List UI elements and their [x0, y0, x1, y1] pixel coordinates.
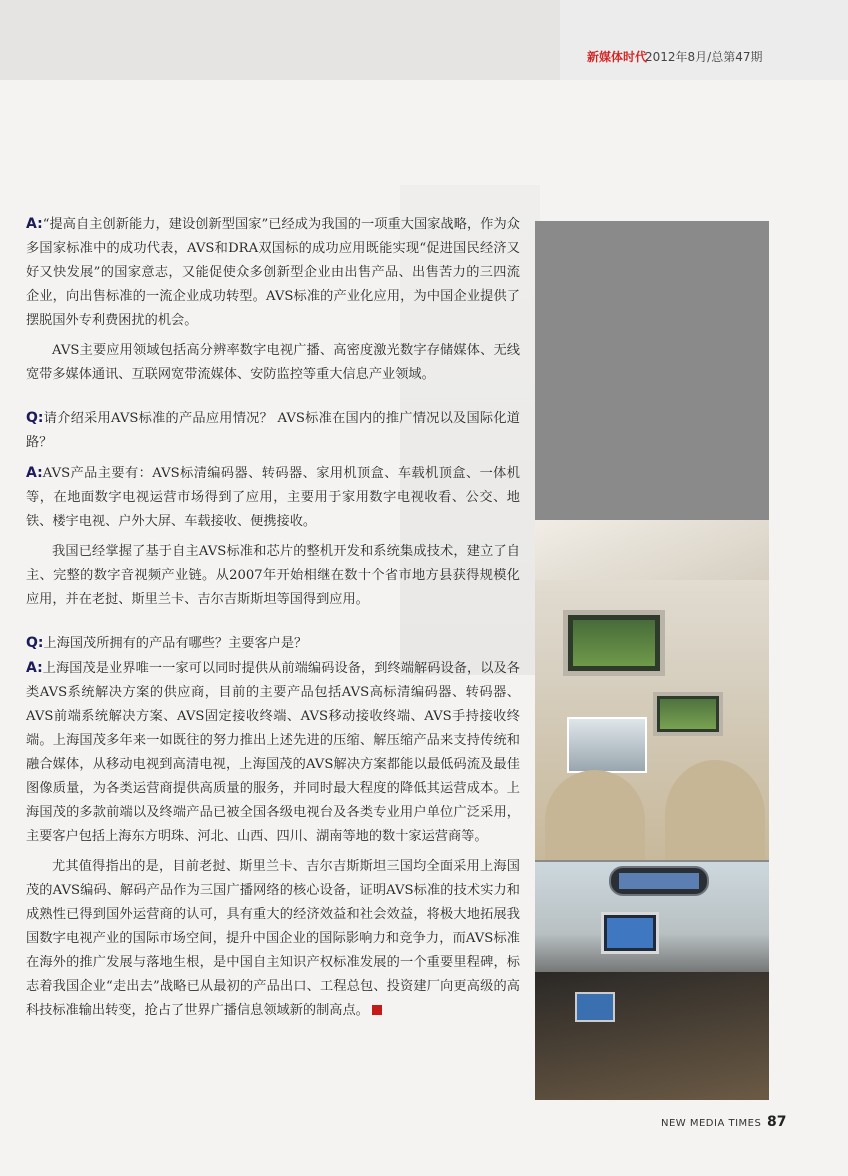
car-dashboard-screens-photo [535, 862, 769, 1100]
paragraph-1 [26, 212, 520, 333]
header-band-right [560, 0, 848, 80]
dashboard-monitor [601, 912, 659, 954]
soccer-image [573, 620, 655, 666]
rearview-mirror-monitor [609, 866, 709, 896]
end-mark-icon [372, 1005, 382, 1015]
car-ceiling-screens-photo [535, 520, 769, 860]
answer-label: A: [26, 216, 43, 232]
brand-logo: 新媒体时代 [587, 50, 648, 64]
question-2 [26, 406, 520, 455]
answer-2 [26, 461, 520, 534]
paragraph-4: 我国已经掌握了基于自主AVS标准和芯片的整机开发和系统集成技术，建立了自主、完整的数字音视频产业链。从2007年开始相继在数十个省市地方县获得规模化应用，并在老挝、斯里兰卡、吉尔吉斯斯坦等国得到应用。 [26, 544, 520, 607]
paragraph-text: 尤其值得指出的是，目前老挝、斯里兰卡、吉尔吉斯斯坦三国均全面采用上海国茂的AVS编码、解码产品作为三国广播网络的核心设备，证明AVS标准的技术实力和成熟性已得到国外运营商的认可，具有重大的经济效益和社会效益，将极大地拓展我国数字电视产业的国际市场空间，提升中国企业的国际影响力和竞争力，而AVS标准在海外的推广发展与落地生根，是中国自主知识产权标准发展的一个重要里程碑，标志着我国企业“走出去”战略已从最初的产品出口、工程总包、投资建厂向更高级的高科技标准输出转变，抢占了世界广播信息领域新的制高点。 [26, 859, 520, 1018]
mirror-screen [619, 873, 699, 889]
question-text: 请介绍采用AVS标准的产品应用情况？ AVS标准在国内的推广情况以及国际化道路？ [26, 411, 520, 450]
answer-3 [26, 656, 520, 849]
answer-text: AVS产品主要有：AVS标清编码器、转码器、家用机顶盒、车载机顶盒、一体机等，在地面数字电视运营市场得到了应用，主要用于家用数字电视收看、公交、地铁、楼宇电视、户外大屏、车载接收、便携接收。 [26, 466, 520, 529]
dashboard [535, 972, 769, 1100]
dashboard-screen [607, 918, 653, 948]
question-label: Q: [26, 410, 44, 426]
bus-fleet-photo [567, 717, 647, 773]
article-body [26, 212, 520, 1023]
page-number: 87 [767, 1114, 787, 1130]
question-text: 上海国茂所拥有的产品有哪些？主要客户是？ [43, 636, 308, 651]
ceiling-monitor-large [563, 610, 665, 676]
answer-label: A: [26, 465, 43, 481]
answer-text: 上海国茂是业界唯一一家可以同时提供从前端编码设备，到终端解码设备，以及各类AVS系统解决方案的供应商，目前的主要产品包括AVS高标清编码器、转码器、AVS前端系统解决方案、AVS固定接收终端、AVS移动接收终端、AVS手持接收终端。上海国茂多年来一如既往的努力推出上述先进的压缩、解压缩产品来支持传统和融合媒体，从移动电视到高清电视，上海国茂的AVS解决方案都能以最低码流及最佳图像质量，为各类运营商提供高质量的服务，并同时最大程度的降低其运营成本。上海国茂的多款前端以及终端产品已被全国各级电视台及各类专业用户单位广泛采用，主要客户包括上海东方明珠、河北、山西、四川、湖南等地的数十家运营商等。 [26, 661, 520, 844]
answer-label: A: [26, 660, 43, 676]
footer-magazine-name: NEW MEDIA TIMES [661, 1118, 762, 1129]
soccer-image-small [660, 699, 716, 729]
question-label: Q: [26, 635, 44, 651]
car-seat-right [665, 760, 765, 860]
car-seat-left [545, 770, 645, 860]
question-3 [26, 631, 520, 656]
paragraph-6 [26, 855, 520, 1023]
ceiling-monitor-small [653, 692, 723, 736]
paragraph-text: “提高自主创新能力，建设创新型国家”已经成为我国的一项重大国家战略，作为众多国家标准中的成功代表，AVS和DRA双国标的成功应用既能实现“促进国民经济又好又快发展”的国家意志，又能促使众多创新型企业由出售产品、出售苦力的三四流企业，向出售标准的一流企业成功转型。AVS标准的产业化应用，为中国企业提供了摆脱国外专利费困扰的机会。 [26, 217, 520, 328]
ceiling-panel [535, 520, 769, 580]
paragraph-2: AVS主要应用领域包括高分辨率数字电视广播、高密度激光数字存储媒体、无线宽带多媒体通讯、互联网宽带流媒体、安防监控等重大信息产业领域。 [26, 343, 520, 382]
center-console-screen [575, 992, 615, 1022]
issue-info: 2012年8月/总第47期 [645, 50, 763, 64]
